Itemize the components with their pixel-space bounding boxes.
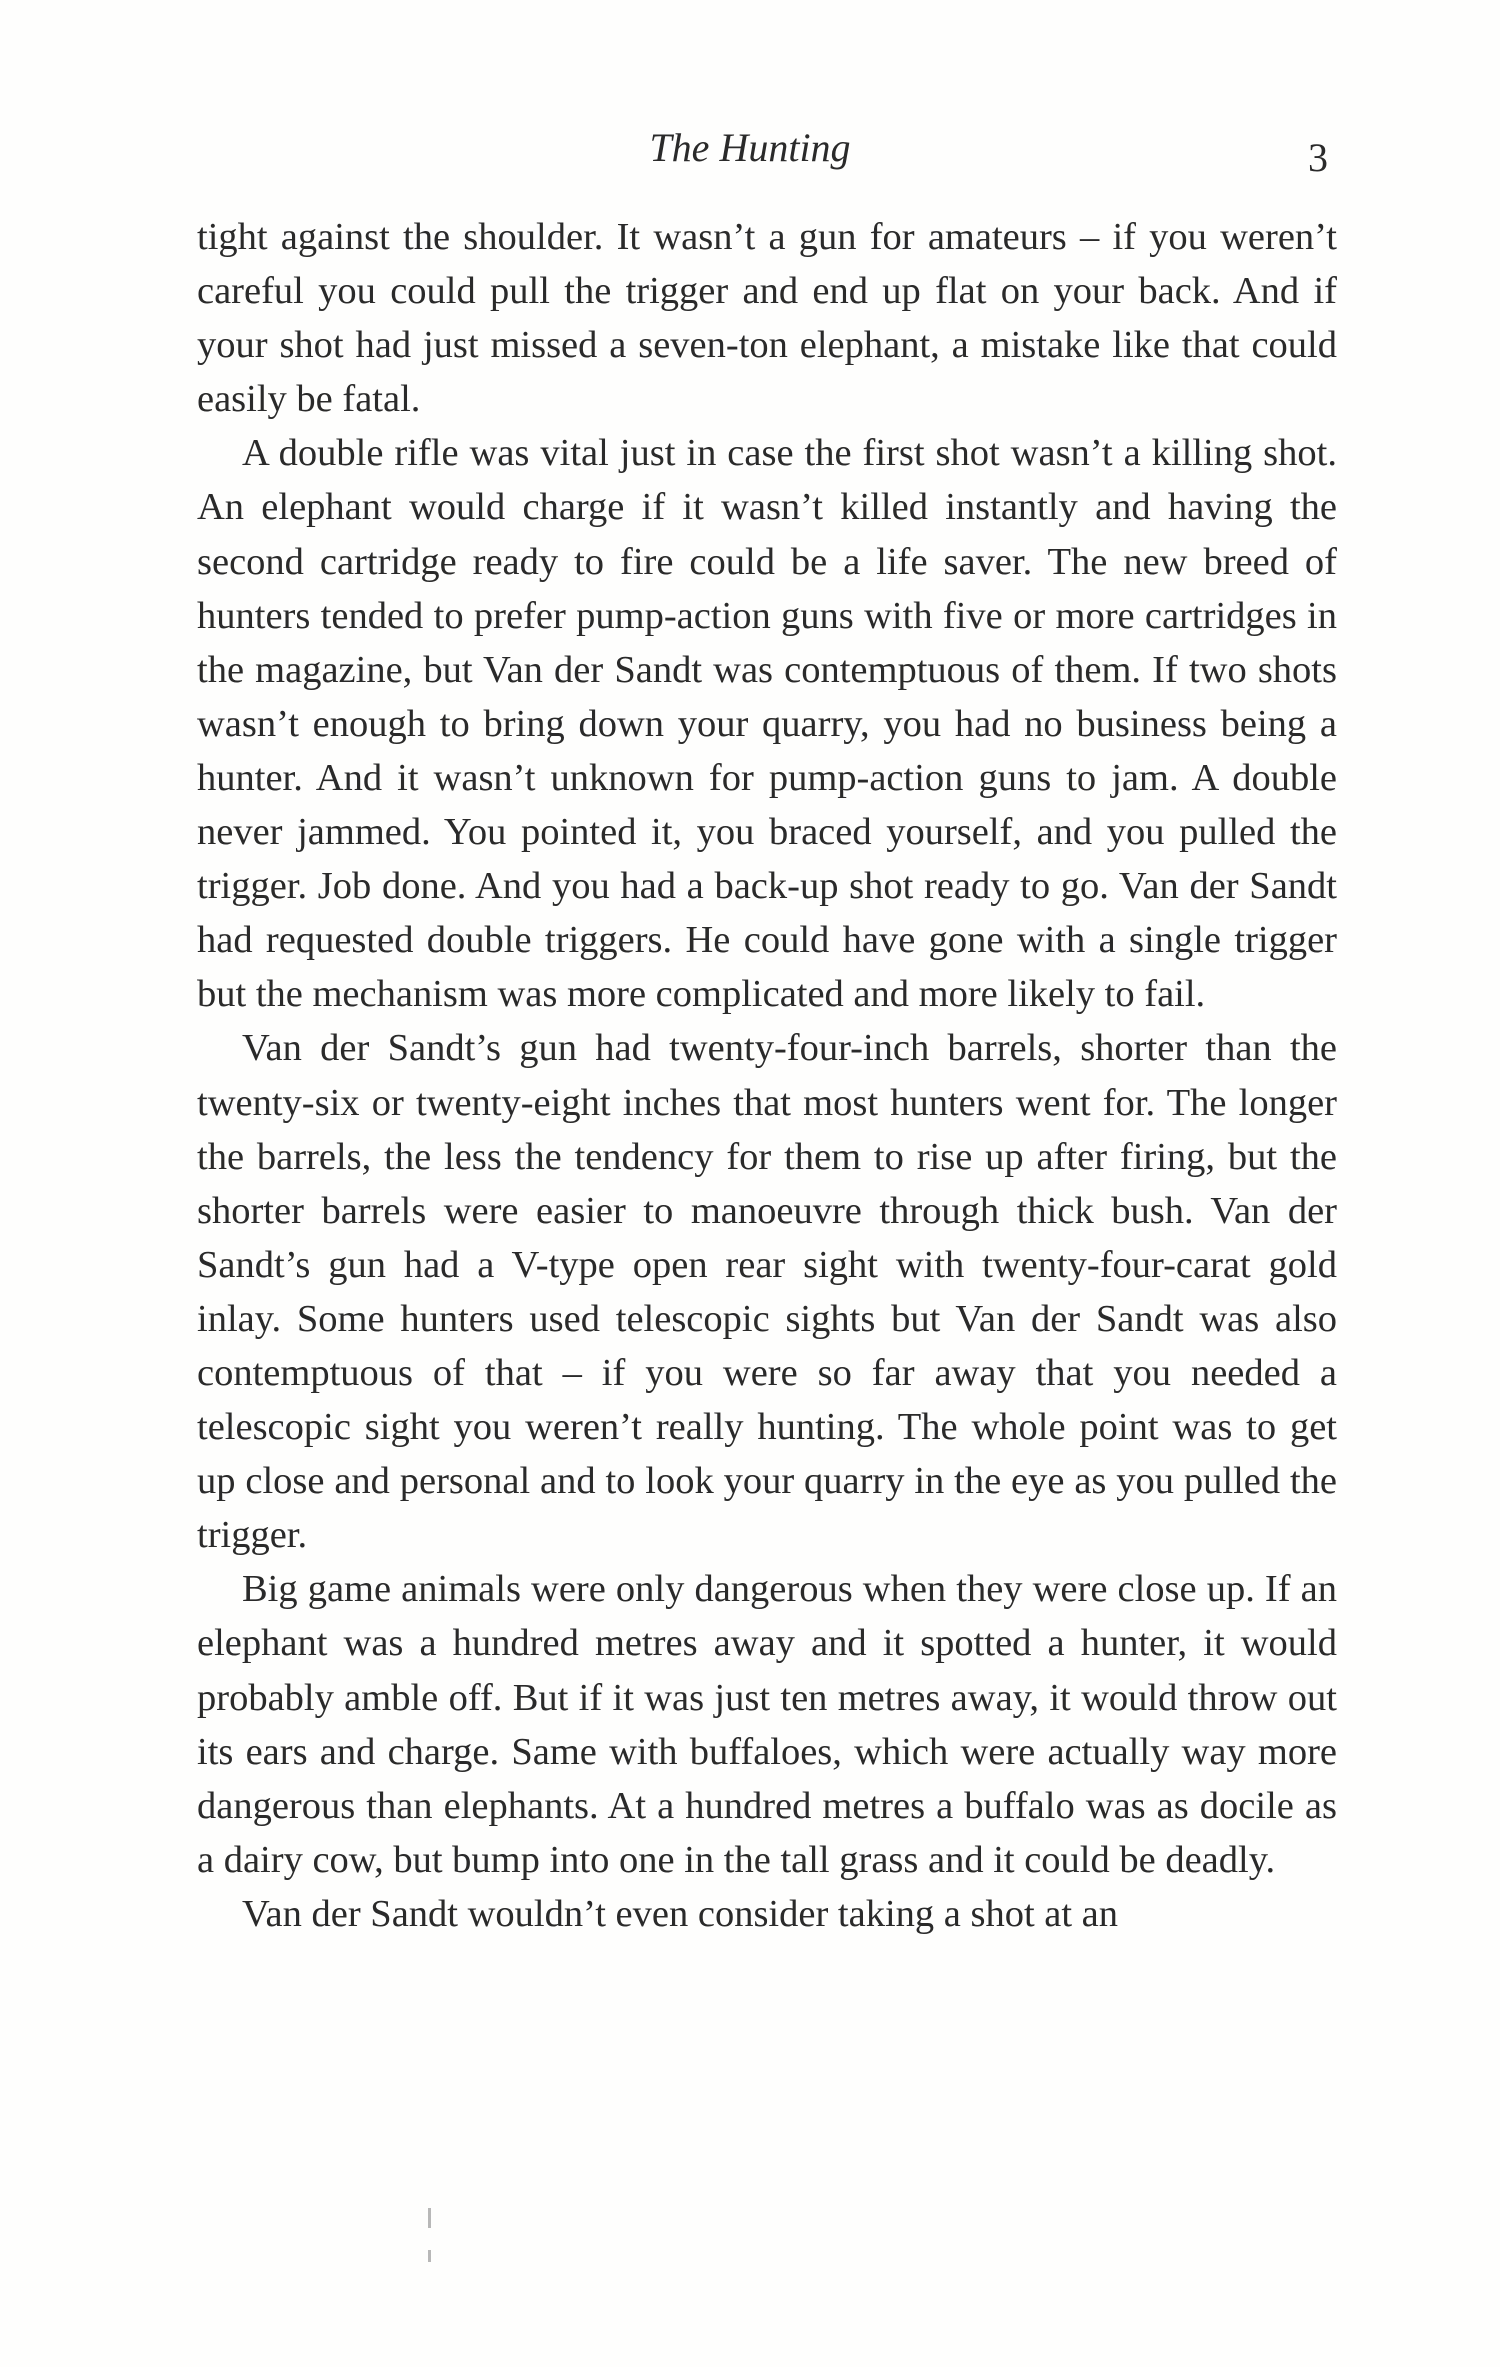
paragraph-4: Big game animals were only dangerous when they were close up. If an elephant was a hundred metres away and it spotted a hunter, it would probably amble off. But if it was just ten metres away, it would throw out its ears and charge. Same with buffaloes, which were actually way more dangerous than elephants. At a hundred metres a buffalo was as docile as a dairy cow, but bump into one in the tall grass and it could be deadly.	[197, 1568, 1337, 1881]
paragraph-1: tight against the shoulder. It wasn’t a gun for amateurs – if you weren’t careful you could pull the trigger and end up flat on your back. And if your shot had just missed a seven-ton elephant, a mistake like that could easily be fatal.	[197, 216, 1337, 421]
running-head	[0, 118, 1500, 178]
running-title: The Hunting	[649, 125, 851, 170]
body-text	[197, 210, 1337, 1941]
scan-mark	[428, 2208, 431, 2228]
page-number: 3	[1308, 135, 1328, 180]
paragraph-2: A double rifle was vital just in case the first shot wasn’t a killing shot. An elephant would charge if it wasn’t killed instantly and having the second cartridge ready to fire could be a life saver. The new breed of hunters tended to prefer pump-action guns with five or more cartridges in the magazine, but Van der Sandt was contemptuous of them. If two shots wasn’t enough to bring down your quarry, you had no business being a hunter. And it wasn’t unknown for pump-action guns to jam. A double never jammed. You pointed it, you braced yourself, and you pulled the trigger. Job done. And you had a back-up shot ready to go. Van der Sandt had requested double triggers. He could have gone with a single trigger but the mechanism was more complicated and more likely to fail.	[197, 432, 1337, 1016]
paragraph-5: Van der Sandt wouldn’t even consider taking a shot at an	[242, 1892, 1119, 1935]
paragraph-3: Van der Sandt’s gun had twenty-four-inch barrels, shorter than the twenty-six or twenty-eight inches that most hunters went for. The longer the barrels, the less the tendency for them to rise up after firing, but the shorter barrels were easier to manoeuvre through thick bush. Van der Sandt’s gun had a V-type open rear sight with twenty-four-carat gold inlay. Some hunters used telescopic sights but Van der Sandt was also contemptuous of that – if you were so far away that you needed a telescopic sight you weren’t really hunting. The whole point was to get up close and personal and to look your quarry in the eye as you pulled the trigger.	[197, 1027, 1337, 1557]
scan-mark	[428, 2250, 431, 2262]
